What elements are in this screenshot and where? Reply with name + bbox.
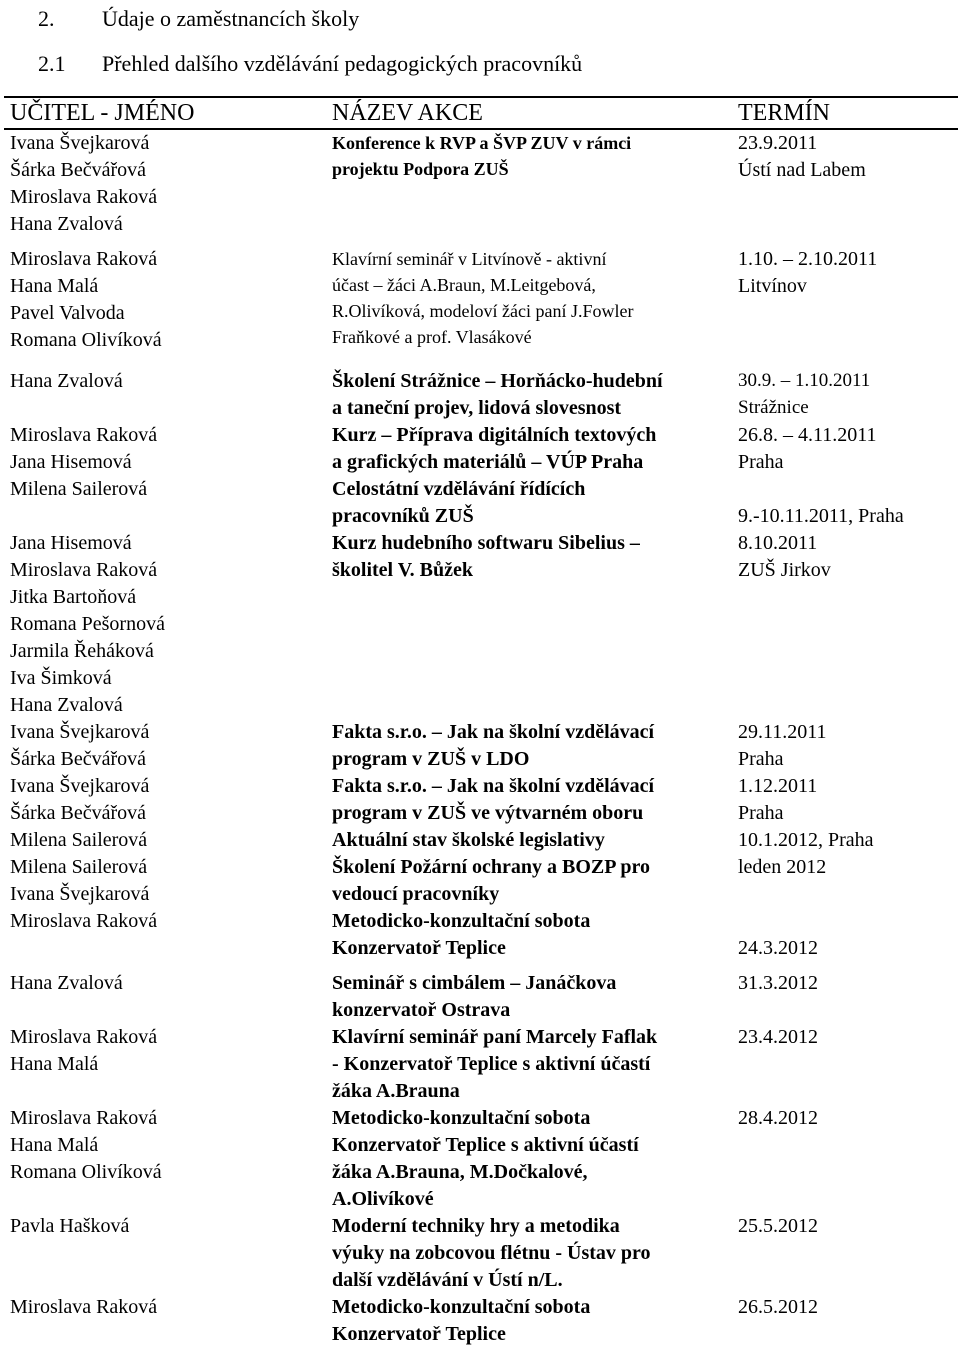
teacher-names: Miroslava Raková Hana Malá Romana Olivíková bbox=[10, 1107, 162, 1183]
teacher-names: Hana Zvalová bbox=[10, 370, 123, 392]
event-term: 25.5.2012 bbox=[738, 1215, 818, 1237]
table-row bbox=[4, 246, 958, 368]
table-row bbox=[4, 854, 958, 908]
event-term: 9.-10.11.2011, Praha bbox=[738, 505, 904, 527]
subsection-number: 2.1 bbox=[38, 51, 66, 76]
table-header-row bbox=[4, 97, 958, 129]
column-header-event: NÁZEV AKCE bbox=[326, 97, 732, 129]
teacher-names: Miroslava Raková Hana Malá Pavel Valvoda Romana Olivíková bbox=[10, 248, 162, 351]
teacher-names: Miroslava Raková bbox=[10, 910, 158, 932]
table-row bbox=[4, 1213, 958, 1294]
event-name: Seminář s cimbálem – Janáčkova konzervatoř Ostrava bbox=[332, 972, 617, 1021]
event-name: Metodicko-konzultační sobota Konzervatoř Teplice bbox=[332, 1296, 591, 1345]
teacher-names: Pavla Hašková bbox=[10, 1215, 130, 1237]
event-term: 29.11.2011 Praha bbox=[738, 721, 827, 770]
event-term: 31.3.2012 bbox=[738, 972, 818, 994]
table-row bbox=[4, 368, 958, 422]
table-row bbox=[4, 908, 958, 970]
event-name: Aktuální stav školské legislativy bbox=[332, 829, 605, 851]
event-name: Metodicko-konzultační sobota Konzervatoř Teplice bbox=[332, 910, 591, 959]
teacher-names: Ivana Švejkarová Šárka Bečvářová Miroslava Raková Hana Zvalová bbox=[10, 132, 158, 235]
event-term: 23.4.2012 bbox=[738, 1026, 818, 1048]
column-header-term: TERMÍN bbox=[732, 97, 958, 129]
teacher-names: Ivana Švejkarová Šárka Bečvářová bbox=[10, 775, 150, 824]
event-name: Metodicko-konzultační sobota Konzervatoř Teplice s aktivní účastí žáka A.Brauna, M.Dočkalové, A.Olivíkové bbox=[332, 1107, 639, 1210]
section-title: Údaje o zaměstnancích školy bbox=[102, 6, 360, 31]
subsection-title: Přehled dalšího vzdělávání pedagogických pracovníků bbox=[102, 51, 583, 76]
teacher-names: Jana Hisemová Miroslava Raková Jitka Bartoňová Romana Pešornová Jarmila Řeháková Iva Šimková Hana Zvalová bbox=[10, 532, 165, 716]
subsection-heading bbox=[38, 51, 582, 77]
event-name: Konference k RVP a ŠVP ZUV v rámci projektu Podpora ZUŠ bbox=[332, 133, 632, 179]
event-term: 8.10.2011 ZUŠ Jirkov bbox=[738, 532, 831, 581]
event-name: Školení Strážnice – Horňácko-hudební a taneční projev, lidová slovesnost bbox=[332, 370, 663, 419]
table-row bbox=[4, 719, 958, 773]
event-term: 24.3.2012 bbox=[738, 937, 818, 959]
table-row bbox=[4, 773, 958, 827]
teacher-names: Ivana Švejkarová Šárka Bečvářová bbox=[10, 721, 150, 770]
table-row bbox=[4, 422, 958, 476]
table-row bbox=[4, 129, 958, 246]
event-name: Fakta s.r.o. – Jak na školní vzdělávací program v ZUŠ v LDO bbox=[332, 721, 655, 770]
event-term: 10.1.2012, Praha bbox=[738, 829, 874, 851]
event-name: Kurz – Příprava digitálních textových a grafických materiálů – VÚP Praha bbox=[332, 424, 657, 473]
column-header-teacher: UČITEL - JMÉNO bbox=[4, 97, 326, 129]
table-row bbox=[4, 970, 958, 1024]
section-number: 2. bbox=[38, 6, 55, 31]
event-name: Klavírní seminář v Litvínově - aktivní účast – žáci A.Braun, M.Leitgebová, R.Olivíková, modeloví žáci paní J.Fowler Fraňkové a prof. Vlasákové bbox=[332, 249, 634, 347]
section-heading bbox=[38, 6, 359, 32]
teacher-names: Milena Sailerová Ivana Švejkarová bbox=[10, 856, 150, 905]
teacher-names: Milena Sailerová bbox=[10, 478, 148, 500]
table-row bbox=[4, 827, 958, 854]
table-row bbox=[4, 476, 958, 530]
table-row bbox=[4, 1294, 958, 1348]
event-term: 30.9. – 1.10.2011 Strážnice bbox=[738, 370, 871, 418]
teacher-names: Miroslava Raková bbox=[10, 1296, 158, 1318]
event-term: 1.10. – 2.10.2011 Litvínov bbox=[738, 248, 878, 297]
teacher-names: Milena Sailerová bbox=[10, 829, 148, 851]
event-term: 1.12.2011 Praha bbox=[738, 775, 818, 824]
event-name: Školení Požární ochrany a BOZP pro vedoucí pracovníky bbox=[332, 856, 650, 905]
event-term: 28.4.2012 bbox=[738, 1107, 818, 1129]
event-name: Fakta s.r.o. – Jak na školní vzdělávací program v ZUŠ ve výtvarném oboru bbox=[332, 775, 655, 824]
event-term: 26.8. – 4.11.2011 Praha bbox=[738, 424, 877, 473]
event-term: 26.5.2012 bbox=[738, 1296, 818, 1318]
table-row bbox=[4, 1105, 958, 1213]
event-term: leden 2012 bbox=[738, 856, 827, 878]
training-table-container bbox=[4, 96, 958, 1348]
event-name: Moderní techniky hry a metodika výuky na zobcovou flétnu - Ústav pro další vzdělávání v Ústí n/L. bbox=[332, 1215, 651, 1291]
training-table bbox=[4, 96, 958, 1348]
event-name: Klavírní seminář paní Marcely Faflak - Konzervatoř Teplice s aktivní účastí žáka A.Brauna bbox=[332, 1026, 658, 1102]
event-name: Celostátní vzdělávání řídících pracovníků ZUŠ bbox=[332, 478, 586, 527]
event-term: 23.9.2011 Ústí nad Labem bbox=[738, 132, 866, 181]
teacher-names: Miroslava Raková Hana Malá bbox=[10, 1026, 158, 1075]
table-row bbox=[4, 530, 958, 719]
teacher-names: Miroslava Raková Jana Hisemová bbox=[10, 424, 158, 473]
table-row bbox=[4, 1024, 958, 1105]
event-name: Kurz hudebního softwaru Sibelius – školitel V. Bůžek bbox=[332, 532, 640, 581]
teacher-names: Hana Zvalová bbox=[10, 972, 123, 994]
